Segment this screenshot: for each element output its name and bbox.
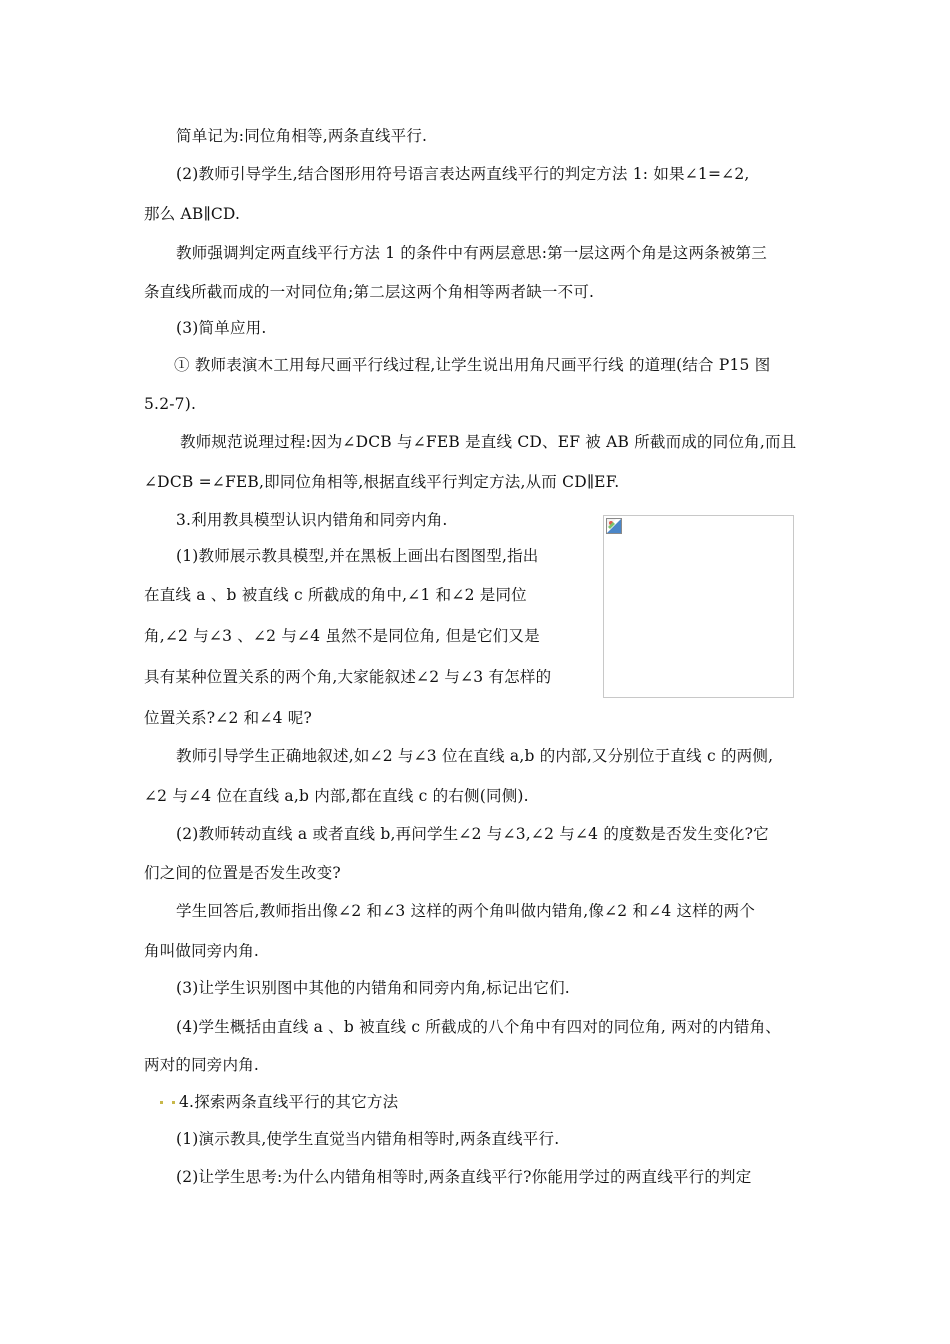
text-line: (1)教师展示教具模型,并在黑板上画出右图图型,指出 — [176, 547, 539, 565]
text-line: 5.2-7). — [144, 395, 197, 413]
text-line: 位置关系?∠2 和∠4 呢? — [144, 709, 312, 727]
anchor-dot — [172, 1101, 175, 1104]
text-line: 角,∠2 与∠3 、∠2 与∠4 虽然不是同位角, 但是它们又是 — [144, 627, 540, 645]
text-line: 具有某种位置关系的两个角,大家能叙述∠2 与∠3 有怎样的 — [144, 668, 552, 686]
text-line: ∠DCB =∠FEB,即同位角相等,根据直线平行判定方法,从而 CD∥EF. — [144, 473, 620, 491]
text-line: (2)教师引导学生,结合图形用符号语言表达两直线平行的判定方法 1: 如果∠1=∠2, — [176, 165, 750, 183]
text-line: ∠2 与∠4 位在直线 a,b 内部,都在直线 c 的右侧(同侧). — [144, 787, 529, 805]
text-line: 学生回答后,教师指出像∠2 和∠3 这样的两个角叫做内错角,像∠2 和∠4 这样的两个 — [176, 902, 756, 920]
text-line: 4.探索两条直线平行的其它方法 — [179, 1093, 399, 1111]
text-line: 们之间的位置是否发生改变? — [144, 864, 341, 882]
text-line: (4)学生概括由直线 a 、b 被直线 c 所截成的八个角中有四对的同位角, 两对的内错角、 — [176, 1018, 781, 1036]
text-line: 3.利用教具模型认识内错角和同旁内角. — [176, 511, 448, 529]
text-line: (2)教师转动直线 a 或者直线 b,再问学生∠2 与∠3,∠2 与∠4 的度数是否发生变化?它 — [176, 825, 769, 843]
text-line: 两对的同旁内角. — [144, 1056, 260, 1074]
text-line: 角叫做同旁内角. — [144, 942, 260, 960]
text-line: 在直线 a 、b 被直线 c 所截成的角中,∠1 和∠2 是同位 — [144, 586, 527, 604]
text-line: (3)简单应用. — [176, 319, 267, 337]
text-line: 简单记为:同位角相等,两条直线平行. — [176, 127, 428, 145]
text-line: (2)让学生思考:为什么内错角相等时,两条直线平行?你能用学过的两直线平行的判定 — [176, 1168, 752, 1186]
text-line: 条直线所截而成的一对同位角;第二层这两个角相等两者缺一不可. — [144, 283, 595, 301]
text-line: 那么 AB∥CD. — [144, 205, 241, 223]
text-line: (1)演示教具,使学生直觉当内错角相等时,两条直线平行. — [176, 1130, 560, 1148]
text-line: 教师强调判定两直线平行方法 1 的条件中有两层意思:第一层这两个角是这两条被第三 — [176, 244, 767, 262]
text-line: 教师引导学生正确地叙述,如∠2 与∠3 位在直线 a,b 的内部,又分别位于直线 c 的两侧, — [176, 747, 774, 765]
text-line: 教师规范说理过程:因为∠DCB 与∠FEB 是直线 CD、EF 被 AB 所截而成的同位角,而且 — [180, 433, 797, 451]
text-line: (3)让学生识别图中其他的内错角和同旁内角,标记出它们. — [176, 979, 570, 997]
text-line: ① 教师表演木工用每尺画平行线过程,让学生说出用角尺画平行线 的道理(结合 P15 图 — [174, 356, 771, 374]
anchor-dot — [160, 1101, 163, 1104]
broken-image-icon — [606, 518, 622, 534]
figure-placeholder — [603, 515, 794, 698]
